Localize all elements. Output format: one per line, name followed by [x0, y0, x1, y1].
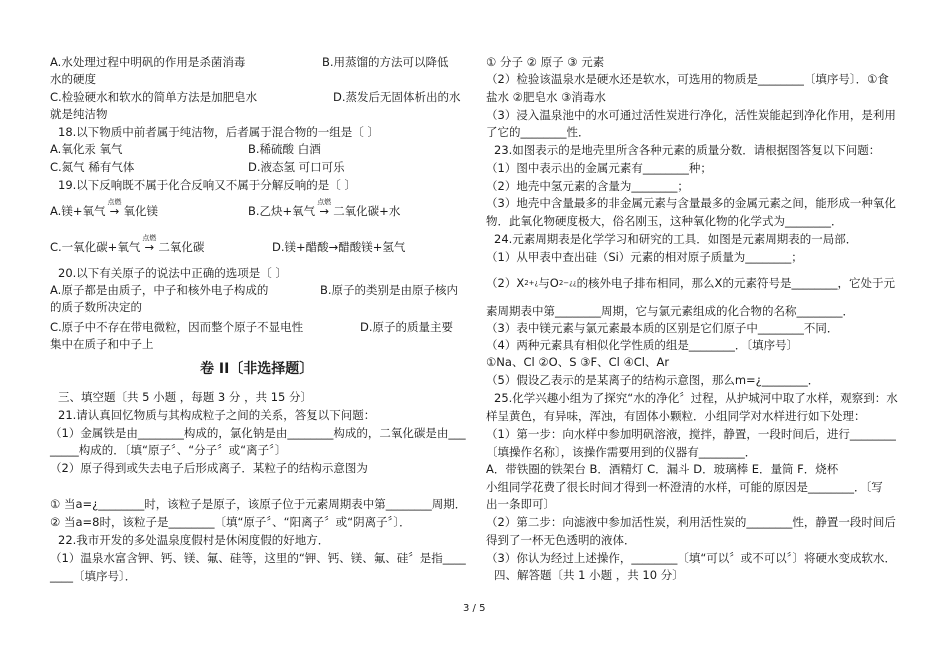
- q20-option-a: A.原子都是由质子，中子和核外电子构成的: [50, 283, 269, 297]
- q21-sub1: ① 当a=¿________时，该粒子是原子，该原子位于元素周期表中第________周期．: [50, 497, 467, 511]
- q24-part4-options: ①Na、Cl ②O、S ③F、Cl ④Cl、Ar: [486, 355, 670, 369]
- q17-option-d-cont: 就是纯洁物: [50, 107, 108, 121]
- q22-part1: （1）温泉水富含钾、钙、镁、氟、硅等，这里的“钾、钙、镁、氟、硅〞是指____: [50, 551, 466, 565]
- q18-option-b: B.稀硫酸 白酒: [248, 142, 321, 156]
- q19-option-b: B.乙炔+氧气 → 点燃 二氧化碳+水: [248, 198, 401, 218]
- q24-part4: （4）两种元素具有相似化学性质的组是________．〔填序号〕: [486, 338, 799, 352]
- r-line-1: ① 分子 ② 原子 ③ 元素: [486, 55, 605, 69]
- q20-option-c: C.原子中不存在带电微粒，因而整个原子不显电性: [50, 320, 304, 334]
- answer-section-heading: 四、解答题〔共 1 小题 ，共 10 分〕: [494, 568, 684, 582]
- q23-part1: （1）图中表示出的金属元素有________种；: [486, 161, 712, 175]
- q25-reason: 小组同学花费了很长时间才得到一杯澄清的水样，可能的原因是________．〔写: [486, 480, 883, 494]
- q25-instruments: A．带铁圈的铁架台 B．酒精灯 C．漏斗 D．玻璃棒 E．量筒 F．烧杯: [486, 462, 839, 476]
- q18-option-a: A.氧化汞 氧气: [50, 142, 123, 156]
- q22-part1-cont: ____〔填序号〕．: [50, 569, 137, 583]
- r-line-3: 盐水 ②肥皂水 ③消毒水: [486, 90, 606, 104]
- q20-stem: 20.以下有关原子的说法中正确的选项是〔 〕: [58, 266, 287, 280]
- q24-part1: （1）从甲表中查出硅（Si）元素的相对原子质量为________；: [486, 250, 803, 264]
- q23-part3: （3）地壳中含量最多的非金属元素与含量最多的金属元素之间，能形成一种氧化: [486, 196, 896, 210]
- q20-option-b: B.原子的类别是由原子核内: [320, 283, 459, 297]
- q24-part5: （5）假设乙表示的是某离子的结构示意图，那么m=¿________．: [486, 373, 820, 387]
- q18-option-d: D.液态氢 可口可乐: [248, 160, 345, 174]
- q20-option-b-cont: 的质子数所决定的: [50, 300, 142, 314]
- q19-option-a: A.镁+氧气 → 点燃 氧化镁: [50, 198, 158, 218]
- q25-stem-cont: 样呈黄色，有异味，浑浊，有固体小颗粒．小组同学对水样进行如下处理：: [486, 409, 866, 423]
- q25-part2-cont: 得到了一杯无色透明的液体．: [486, 533, 636, 547]
- q21-stem: 21.请认真回忆物质与其构成粒子之间的关系，答复以下问题：: [58, 408, 376, 422]
- section-heading: 卷 II〔非选择题〕: [200, 361, 314, 377]
- q25-part1-cont: 〔填操作名称〕，该操作需要用到的仪器有________．: [486, 445, 757, 459]
- fill-section-heading: 三、填空题〔共 5 小题 ，每题 3 分 ，共 15 分〕: [58, 390, 313, 404]
- q25-stem: 25.化学兴趣小组为了探究“水的净化〞过程，从护城河中取了水样，观察到：水: [494, 391, 898, 405]
- q19-stem: 19.以下反响既不属于化合反响又不属于分解反响的是〔 〕: [58, 178, 356, 192]
- q24-part2-cont: 素周期表中第________周期，它与氯元素组成的化合物的名称________．: [486, 304, 854, 318]
- page-number: 3 / 5: [463, 603, 486, 614]
- q24-stem: 24.元素周期表是化学学习和研究的工具．如图是元素周期表的一局部．: [494, 232, 858, 246]
- q24-part3: （3）表中镁元素与氯元素最本质的区别是它们原子中________不同．: [486, 321, 839, 335]
- q17-option-c: C.检验硬水和软水的简单方法是加肥皂水: [50, 90, 258, 104]
- q17-option-d: D.蒸发后无固体析出的水: [333, 90, 461, 104]
- q23-stem: 23.如图表示的是地壳里所含各种元素的质量分数．请根据图答复以下问题：: [494, 143, 881, 157]
- q24-part2: $(2)X^{2+¿}$与$O^{2-¿¿}$的核外电子排布相同，那么X的元素符号是________，它处于元: [486, 276, 895, 290]
- q23-part3-cont: 物．此氧化物硬度极大，俗名刚玉，这种氧化物的化学式为________．: [486, 214, 843, 228]
- q20-option-d-cont: 集中在质子和中子上: [50, 337, 154, 351]
- q17-option-b-cont: 水的硬度: [50, 72, 96, 86]
- q23-part2: （2）地壳中氢元素的含量为________；: [486, 179, 689, 193]
- q19-option-d: D.镁+醋酸→醋酸镁+氢气: [272, 240, 406, 254]
- q21-sub2: ② 当a=8时，该粒子是________〔填“原子〞、“阳离子〞或“阴离子〞〕．: [50, 515, 411, 529]
- r-line-2: （2）检验该温泉水是硬水还是软水，可选用的物质是________〔填序号〕．①食: [486, 72, 889, 86]
- q21-part1-cont: _____构成的．〔填“原子〞、“分子〞或“离子〞〕: [50, 443, 287, 457]
- q21-part2: （2）原子得到或失去电子后形成离子．某粒子的结构示意图为: [50, 461, 368, 475]
- q25-part2: （2）第二步：向滤液中参加活性炭，利用活性炭的________性，静置一段时间后: [486, 515, 896, 529]
- q20-option-d: D.原子的质量主要: [360, 320, 454, 334]
- q17-option-a: A.水处理过程中明矾的作用是杀菌消毒: [50, 55, 246, 69]
- q18-stem: 18.以下物质中前者属于纯洁物，后者属于混合物的一组是〔 〕: [58, 125, 379, 139]
- r-line-5: 了它的________性．: [486, 125, 590, 139]
- q21-part1: （1）金属铁是由________构成的，氯化钠是由________构成的，二氧化碳是由___: [50, 426, 466, 440]
- q25-reason-cont: 出一条即可〕: [486, 497, 555, 511]
- q17-option-b: B.用蒸馏的方法可以降低: [322, 55, 449, 69]
- q25-part3: （3）你认为经过上述操作，________〔填“可以〞或不可以〞〕将硬水变成软水．: [486, 551, 897, 565]
- r-line-4: （3）浸入温泉池中的水可通过活性炭进行净化，活性炭能起到净化作用，是利用: [486, 108, 896, 122]
- q25-part1: （1）第一步：向水样中参加明矾溶液，搅拌，静置，一段时间后，进行________: [486, 427, 896, 441]
- q18-option-c: C.氮气 稀有气体: [50, 160, 135, 174]
- q22-stem: 22.我市开发的多处温泉度假村是休闲度假的好地方．: [58, 533, 330, 547]
- q19-option-c: C.一氧化碳+氧气 → 点燃 二氧化碳: [50, 234, 205, 254]
